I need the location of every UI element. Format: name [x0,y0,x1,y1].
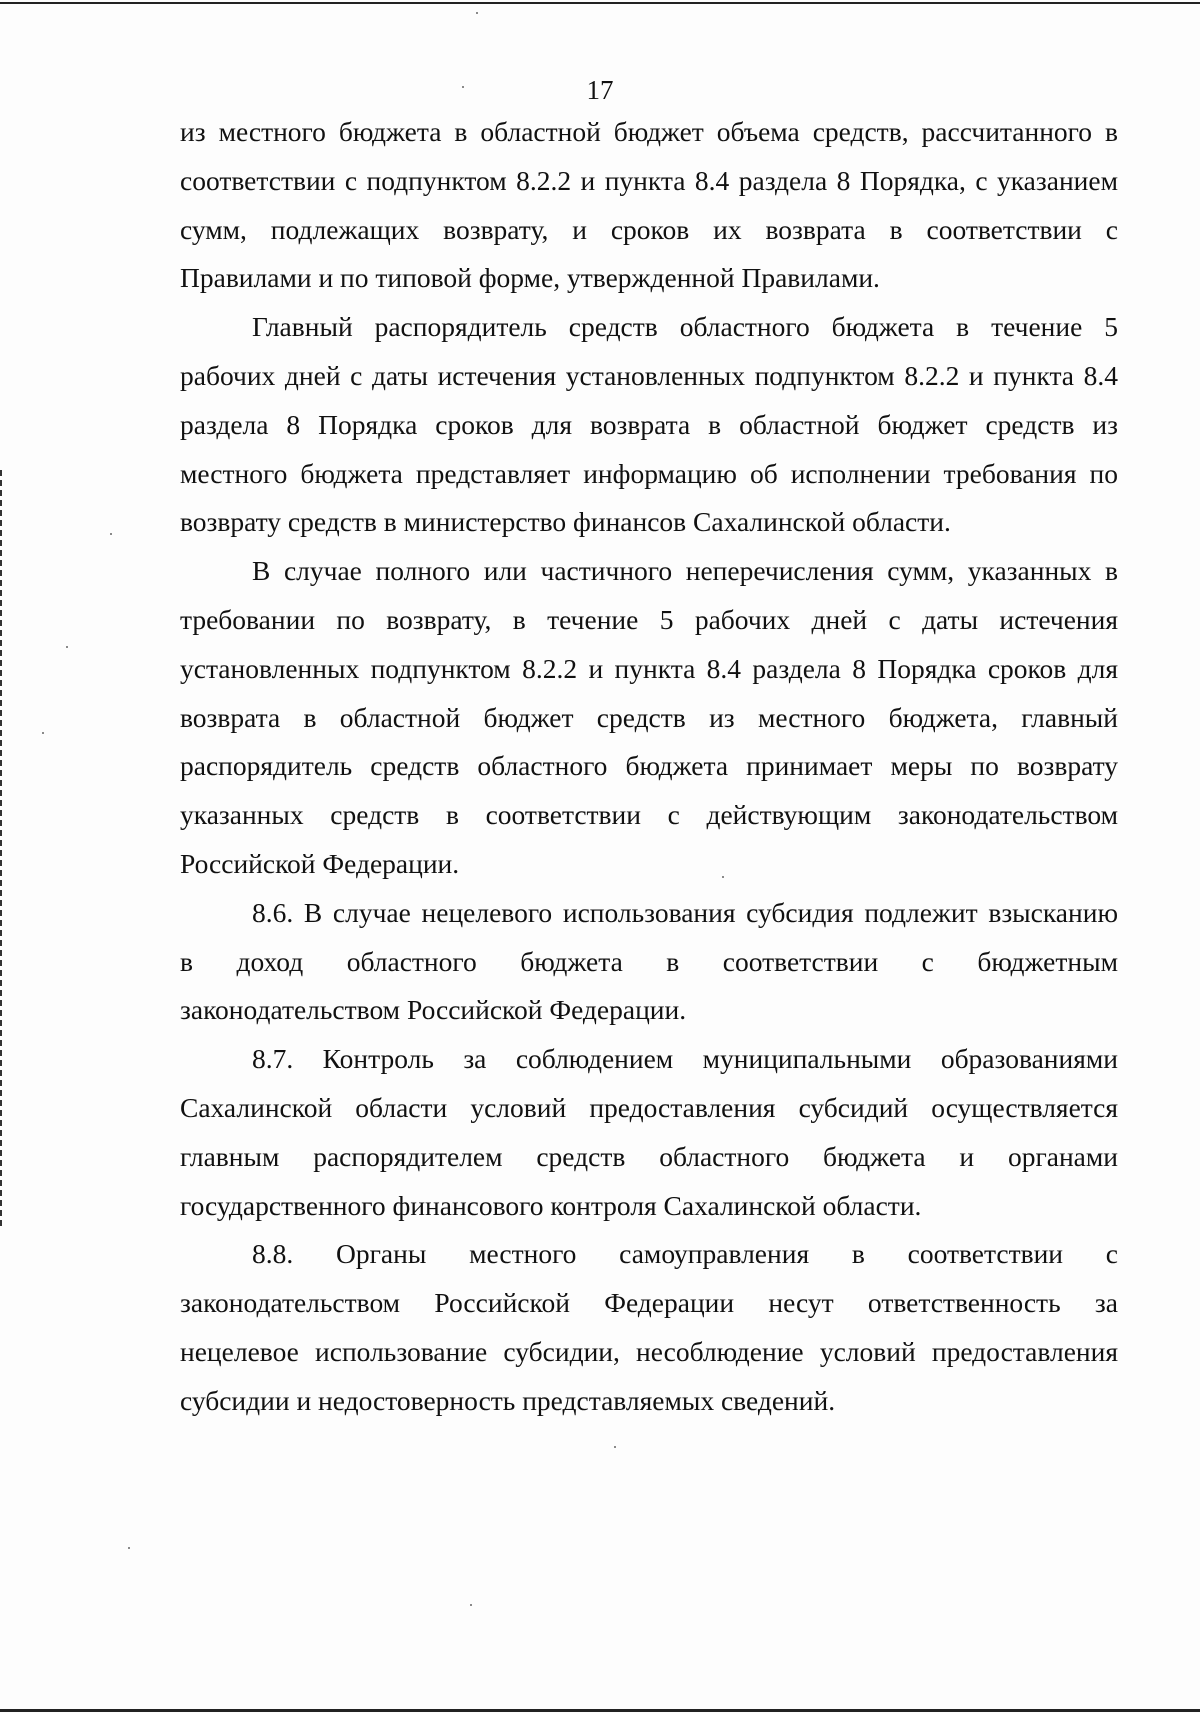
scan-border-left [0,470,2,1230]
text-line: Правилами и по типовой форме, утвержденной Правилами. [180,262,880,294]
text-line: указанных средств в соответствии с действующим законодательством [180,799,1118,831]
text-line: нецелевое использование субсидии, несоблюдение условий предоставления [180,1335,1118,1367]
scan-border-bottom [0,1709,1200,1712]
paragraph [180,1230,1118,1425]
text-line: главным распорядителем средств областного бюджета и органами [180,1140,1118,1172]
text-line: законодательством Российской Федерации несут ответственность за [180,1287,1118,1319]
scan-speck [66,646,68,648]
scan-speck [722,876,724,878]
scan-speck [476,12,478,14]
scan-speck [42,732,44,734]
text-line: из местного бюджета в областной бюджет объема средств, рассчитанного в [180,116,1118,147]
paragraph [180,547,1118,889]
paragraph [180,303,1118,547]
scan-speck [614,1446,616,1448]
paragraph [180,1035,1118,1230]
text-line: 8.6. В случае нецелевого использования субсидия подлежит взысканию [252,896,1118,928]
text-line: раздела 8 Порядка сроков для возврата в областной бюджет средств из [180,408,1118,440]
text-line: Российской Федерации. [180,847,460,879]
text-line: местного бюджета представляет информацию об исполнении требования по [180,457,1118,489]
text-line: Сахалинской области условий предоставления субсидий осуществляется [180,1091,1118,1123]
scan-speck [470,1604,472,1606]
scan-border-top [0,2,1200,4]
text-line: установленных подпунктом 8.2.2 и пункта 8.4 раздела 8 Порядка сроков для [180,652,1118,684]
text-line: государственного финансового контроля Сахалинской области. [180,1189,922,1221]
paragraph-list [180,108,1118,1426]
scan-speck [110,533,112,535]
text-line: требовании по возврату, в течение 5 рабочих дней с даты истечения [180,603,1118,635]
text-line: рабочих дней с даты истечения установленных подпунктом 8.2.2 и пункта 8.4 [180,359,1118,391]
scan-speck [462,86,464,88]
text-line: возврата в областной бюджет средств из местного бюджета, главный [180,701,1118,733]
text-line: распорядитель средств областного бюджета принимает меры по возврату [180,750,1118,782]
paragraph [180,889,1118,1035]
text-line: 8.7. Контроль за соблюдением муниципальными образованиями [252,1043,1118,1075]
paragraph [180,108,1118,303]
text-line: законодательством Российской Федерации. [180,994,687,1026]
text-line: в доход областного бюджета в соответствии с бюджетным [180,945,1118,977]
text-line: В случае полного или частичного неперечисления сумм, указанных в [252,555,1118,587]
text-line: сумм, подлежащих возврату, и сроков их возврата в соответствии с [180,213,1118,245]
text-line: 8.8. Органы местного самоуправления в соответствии с [252,1238,1118,1270]
text-line: субсидии и недостоверность представляемых сведений. [180,1384,836,1416]
document-body [180,108,1118,1426]
scan-speck [128,1547,130,1549]
page-number: 17 [586,75,614,105]
text-line: возврату средств в министерство финансов Сахалинской области. [180,506,951,538]
text-line: Главный распорядитель средств областного бюджета в течение 5 [252,311,1118,343]
text-line: соответствии с подпунктом 8.2.2 и пункта 8.4 раздела 8 Порядка, с указанием [180,164,1118,196]
